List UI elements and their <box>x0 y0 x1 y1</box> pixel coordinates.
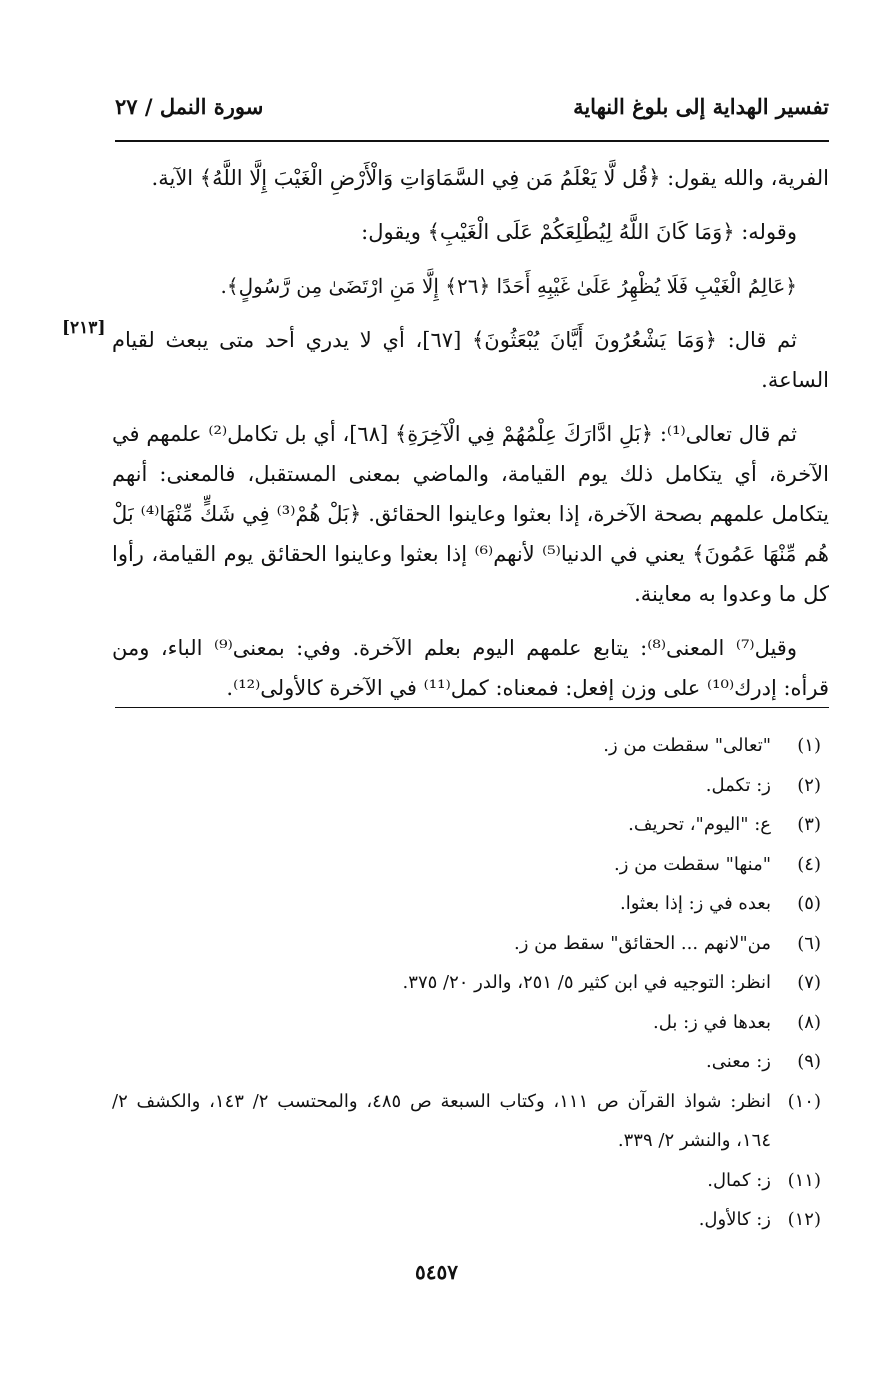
footnote-item <box>112 845 829 885</box>
paragraph-3-verse: ﴿عَالِمُ الْغَيْبِ فَلَا يُظْهِرُ عَلَىٰ غَيْبِهِ أَحَدًا ﴿٢٦﴾ إِلَّا مَنِ ارْتَضَىٰ مِن رَّسُولٍ﴾. <box>220 274 797 298</box>
footnote-item <box>112 963 829 1003</box>
footnote-text: ز: معنى. <box>706 1051 771 1072</box>
paragraph-4: ثم قال: ﴿وَمَا يَشْعُرُونَ أَيَّانَ يُبْعَثُونَ﴾ [٦٧]، أي لا يدري أحد متى يبعث لقيام الساعة. <box>112 328 829 392</box>
footnote-item <box>112 1042 829 1082</box>
footnote-item <box>112 884 829 924</box>
footnote-number: (٣) <box>797 814 821 835</box>
footnote-item <box>112 1003 829 1043</box>
footnote-number: (٧) <box>797 972 821 993</box>
footnote-number: (٩) <box>797 1051 821 1072</box>
running-header <box>115 94 829 130</box>
footnote-number: (٥) <box>797 893 821 914</box>
footnote-number: (٢) <box>797 774 821 796</box>
footnote-text: "منها" سقطت من ز. <box>614 853 771 875</box>
footnote-text: انظر: شواذ القرآن ص ١١١، وكتاب السبعة ص ٤٨٥، والمحتسب ٢/ ١٤٣، والكشف ٢/ ١٦٤، والنشر ٢/ ٣٣٩. <box>112 1090 772 1151</box>
footnote-text: ز: كمال. <box>707 1169 771 1191</box>
footnote-item <box>112 1082 829 1161</box>
footnote-number: (١١) <box>787 1169 821 1191</box>
footnote-text: من"لانهم ... الحقائق" سقط من ز. <box>514 932 771 954</box>
footnote-number: (٨) <box>797 1011 821 1033</box>
main-text <box>112 158 829 708</box>
footnotes <box>112 726 829 1240</box>
footnote-text: بعده في ز: إذا بعثوا. <box>620 893 771 914</box>
footnote-item <box>112 805 829 845</box>
footnote-number: (١) <box>797 735 821 756</box>
footnote-item <box>112 766 829 806</box>
footnote-item <box>112 924 829 964</box>
paragraph-5: ثم قال تعالى⁽¹⁾: ﴿بَلِ ادَّارَكَ عِلْمُهُمْ فِي الْآخِرَةِ﴾ [٦٨]، أي بل تكامل⁽²⁾ علمهم في الآخرة، أي يتكامل ذلك يوم القيامة، والماضي بمعنى المستقبل، فالمعنى: أنهم يتكامل علمهم بصحة الآخرة، إذا بعثوا وعاينوا الحقائق. ﴿بَلْ هُمْ⁽³⁾ فِي شَكٍّ مِّنْهَا⁽⁴⁾ بَلْ هُم مِّنْهَا عَمُونَ﴾ يعني في الدنيا⁽⁵⁾ لأنهم⁽⁶⁾ إذا بعثوا وعاينوا الحقائق يوم القيامة، رأوا كل ما وعدوا به معاينة. <box>112 422 829 606</box>
header-divider <box>115 140 829 142</box>
footnote-number: (٤) <box>797 853 821 875</box>
footnote-item <box>112 726 829 766</box>
manuscript-folio-marker: [٢١٣] <box>62 318 106 338</box>
footnote-text: ز: تكمل. <box>705 774 771 796</box>
surah-title: سورة النمل / ٢٧ <box>115 94 264 119</box>
footnote-item <box>112 1200 829 1240</box>
footnote-number: (٦) <box>797 932 821 954</box>
paragraph-2: وقوله: ﴿وَمَا كَانَ اللَّهُ لِيُطْلِعَكُمْ عَلَى الْغَيْبِ﴾ ويقول: <box>361 220 797 244</box>
footnote-text: ز: كالأول. <box>698 1209 771 1230</box>
footnote-divider <box>115 707 829 708</box>
paragraph-6: وقيل⁽⁷⁾ المعنى⁽⁸⁾: يتابع علمهم اليوم بعلم الآخرة. وفي: بمعنى⁽⁹⁾ الباء، ومن قرأه: إدرك⁽¹⁰⁾ على وزن إفعل: فمعناه: كمل⁽¹¹⁾ في الآخرة كالأولى⁽¹²⁾. <box>112 636 829 700</box>
footnote-text: "تعالى" سقطت من ز. <box>603 735 771 756</box>
footnote-item <box>112 1161 829 1201</box>
footnote-text: بعدها في ز: بل. <box>652 1011 771 1033</box>
footnote-text: ع: "اليوم"، تحريف. <box>628 814 771 835</box>
paragraph-1: الفرية، والله يقول: ﴿قُل لَّا يَعْلَمُ مَن فِي السَّمَاوَاتِ وَالْأَرْضِ الْغَيْبَ إِلَّا اللَّهُ﴾ الآية. <box>151 166 829 190</box>
book-title: تفسير الهداية إلى بلوغ النهاية <box>573 94 829 119</box>
footnote-text: انظر: التوجيه في ابن كثير ٥/ ٢٥١، والدر ٢٠/ ٣٧٥. <box>402 972 771 993</box>
footnote-number: (١٢) <box>787 1209 821 1230</box>
footnote-number: (١٠) <box>787 1090 821 1112</box>
page-number: ٥٤٥٧ <box>415 1260 458 1284</box>
